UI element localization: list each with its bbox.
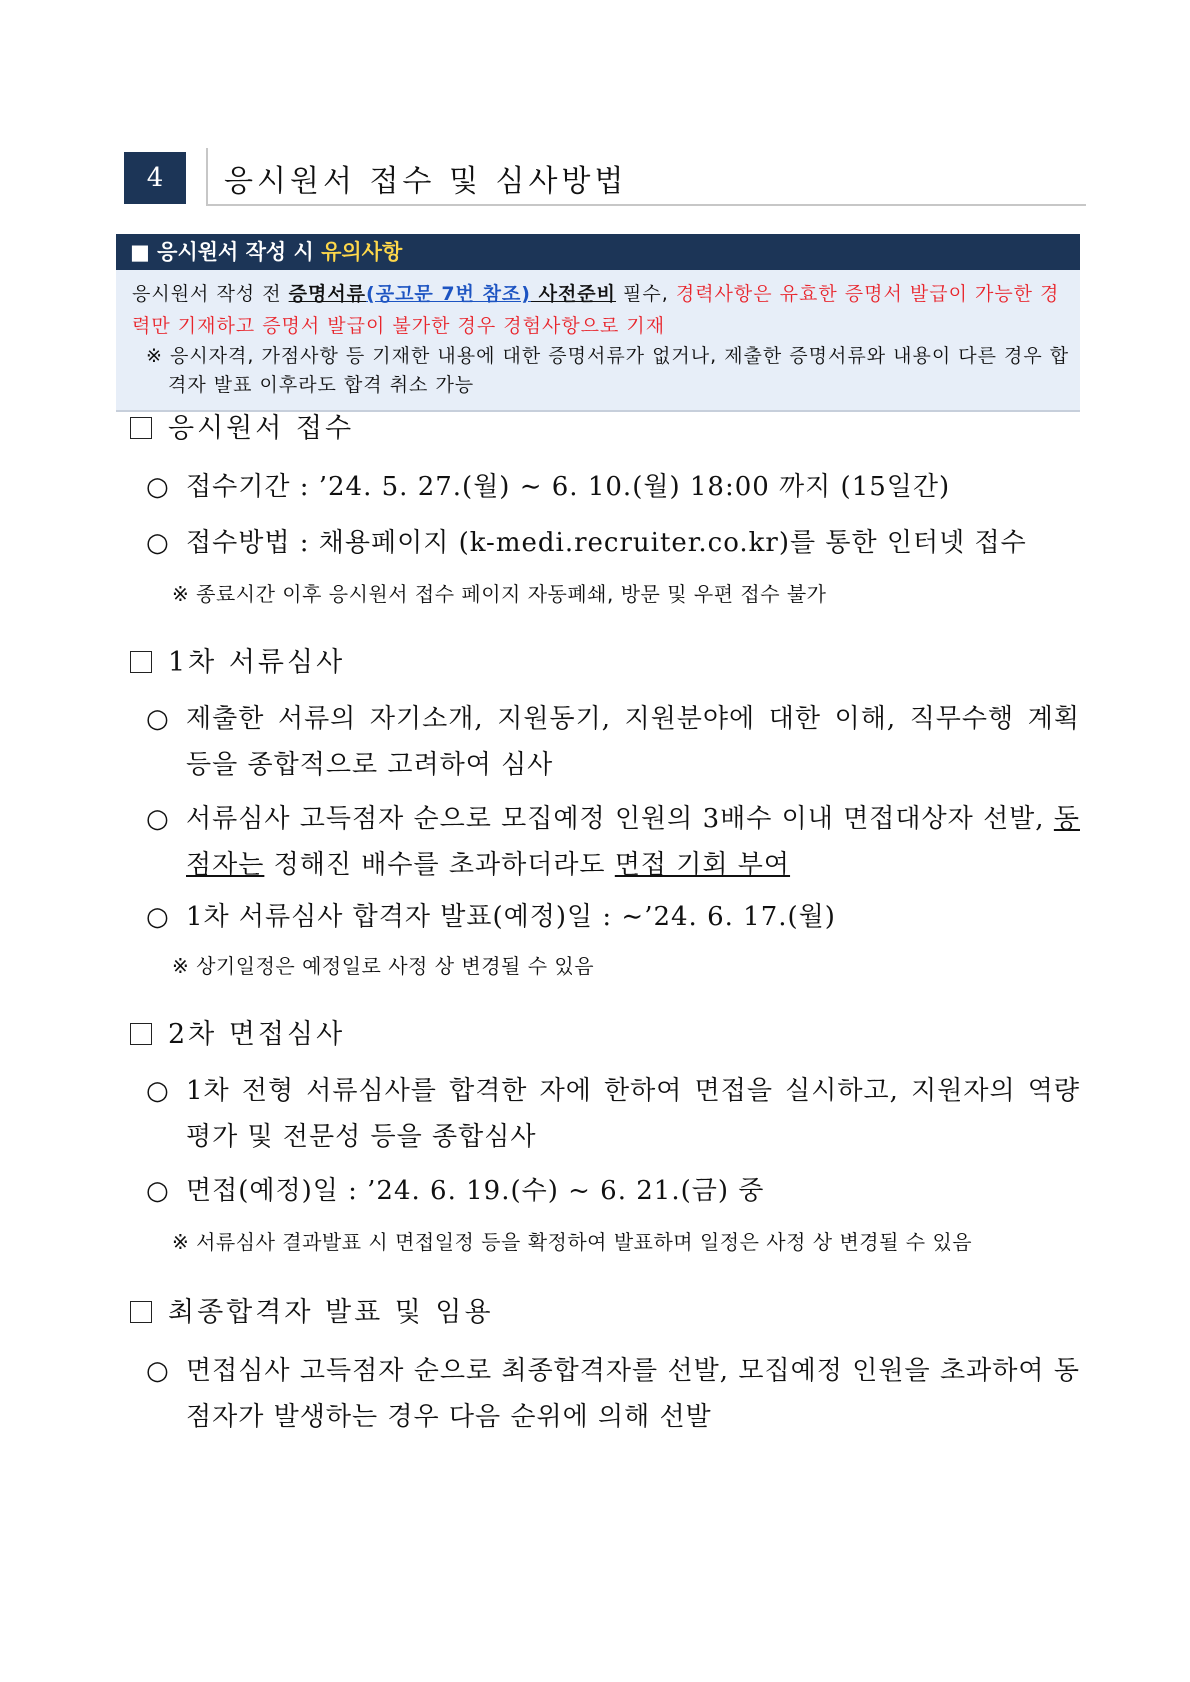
doc-review-item-3	[146, 894, 1080, 940]
circle-bullet-icon: ○	[146, 804, 170, 834]
receipt-period-text: 접수기간 : ’24. 5. 27.(월) ∼ 6. 10.(월) 18:00 까지 (15일간)	[186, 472, 951, 502]
heading-receipt-text: 응시원서 접수	[168, 413, 355, 444]
section-divider	[206, 148, 208, 206]
circle-bullet-icon: ○	[146, 902, 170, 932]
notice-header-prefix: ■ 응시원서 작성 시	[130, 240, 322, 264]
heading-final-text: 최종합격자 발표 및 임용	[168, 1297, 494, 1328]
notice-text-required: 필수,	[616, 283, 676, 305]
receipt-period	[146, 464, 1080, 510]
notice-text-ref: (공고문 7번 참조)	[366, 283, 531, 305]
circle-bullet-icon: ○	[146, 1356, 170, 1386]
heading-doc-review-text: 1차 서류심사	[168, 647, 346, 678]
interview-item-2-text: 면접(예정)일 : ’24. 6. 19.(수) ~ 6. 21.(금) 중	[186, 1176, 765, 1206]
notice-text-career: 경력사항은 유효한 증명서 발급이 가능한 경력만 기재하고 증명서 발급이 불가한 경우 경험사항으로 기재	[132, 283, 1060, 337]
checkbox-square-icon	[130, 417, 152, 439]
notice-header	[116, 234, 1080, 270]
notice-header-highlight: 유의사항	[321, 240, 403, 264]
circle-bullet-icon: ○	[146, 528, 170, 558]
final-item-1-text: 면접심사 고득점자 순으로 최종합격자를 선발, 모집예정 인원을 초과하여 동점자가 발생하는 경우 다음 순위에 의해 선발	[186, 1356, 1080, 1432]
final-item-1	[146, 1348, 1080, 1440]
interview-note: ※ 서류심사 결과발표 시 면접일정 등을 확정하여 발표하며 일정은 사정 상 변경될 수 있음	[172, 1230, 973, 1254]
section-underline	[208, 204, 1086, 206]
doc-review-item-2	[146, 796, 1080, 888]
interview-item-1	[146, 1068, 1080, 1160]
circle-bullet-icon: ○	[146, 1176, 170, 1206]
checkbox-square-icon	[130, 1023, 152, 1045]
doc-review-item-3-text: 1차 서류심사 합격자 발표(예정)일 : ∼’24. 6. 17.(월)	[186, 902, 836, 932]
receipt-method-text: 접수방법 : 채용페이지 (k-medi.recruiter.co.kr)를 통한 인터넷 접수	[186, 528, 1027, 558]
section-header	[124, 148, 1086, 206]
circle-bullet-icon: ○	[146, 472, 170, 502]
notice-main-text	[132, 278, 1072, 342]
notice-note: ※ 응시자격, 가점사항 등 기재한 내용에 대한 증명서류가 없거나, 제출한 증명서류와 내용이 다른 경우 합격자 발표 이후라도 합격 취소 가능	[146, 345, 1070, 396]
heading-final	[130, 1290, 494, 1329]
notice-text-docs: 증명서류	[288, 283, 367, 305]
notice-text-a: 응시원서 작성 전	[132, 283, 289, 305]
notice-box	[116, 234, 1080, 412]
receipt-note: ※ 종료시간 이후 응시원서 접수 페이지 자동폐쇄, 방문 및 우편 접수 불가	[172, 582, 827, 606]
section-title: 응시원서 접수 및 심사방법	[224, 164, 628, 199]
interview-item-2	[146, 1168, 1080, 1214]
heading-interview-text: 2차 면접심사	[168, 1019, 346, 1050]
doc-review-item-2-part-c: 정해진 배수를 초과하더라도	[264, 850, 615, 880]
doc-review-note: ※ 상기일정은 예정일로 사정 상 변경될 수 있음	[172, 954, 595, 978]
notice-text-prepare: 사전준비	[530, 283, 617, 305]
doc-review-item-2-tie: 동점자는	[186, 804, 1080, 880]
notice-body	[116, 270, 1080, 412]
circle-bullet-icon: ○	[146, 1076, 170, 1106]
section-number: 4	[124, 152, 186, 204]
heading-interview	[130, 1012, 345, 1051]
interview-item-1-text: 1차 전형 서류심사를 합격한 자에 한하여 면접을 실시하고, 지원자의 역량 평가 및 전문성 등을 종합심사	[186, 1076, 1080, 1152]
doc-review-item-2-text	[186, 796, 1080, 888]
heading-receipt	[130, 406, 354, 445]
checkbox-square-icon	[130, 651, 152, 673]
doc-review-item-2-part-a: 서류심사 고득점자 순으로 모집예정 인원의 3배수 이내 면접대상자 선발,	[186, 804, 1054, 834]
heading-doc-review	[130, 640, 345, 679]
doc-review-item-1	[146, 696, 1080, 788]
doc-review-item-1-text: 제출한 서류의 자기소개, 지원동기, 지원분야에 대한 이해, 직무수행 계획 등을 종합적으로 고려하여 심사	[186, 704, 1080, 780]
receipt-method	[146, 520, 1080, 566]
doc-review-item-2-interview: 면접 기회 부여	[614, 850, 791, 880]
checkbox-square-icon	[130, 1301, 152, 1323]
circle-bullet-icon: ○	[146, 704, 170, 734]
